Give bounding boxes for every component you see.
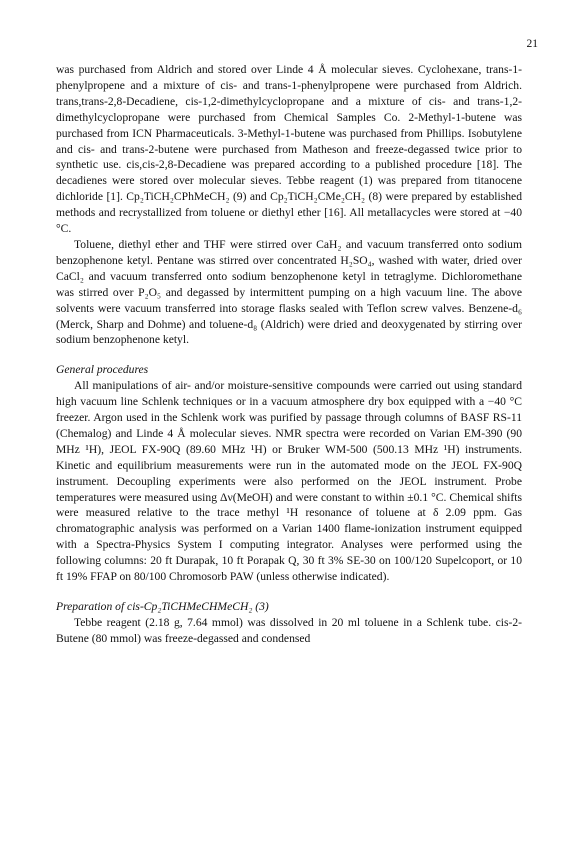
- general-procedures-heading: General procedures: [56, 363, 149, 377]
- materials-paragraph-1: was purchased from Aldrich and stored over Linde 4 Å molecular sieves. Cyclohexane, trans-1-phenylpropene and a mixture of cis- and trans-1-phenylpropene were purchased from Aldrich. trans,trans-2,8-Decadiene, cis-1,2-dimethylcyclopropane and a mixture of cis- and trans-1,2-dimethylcyclopropane were purchased from Chemical Samples Co. 2-Methyl-1-butene was purchased from ICN Pharmaceuticals. 3-Methyl-1-butene was purchased from Phillips. Isobutylene and cis- and trans-2-butene were purchased from Matheson and freeze-degassed twice prior to synthetic use. cis,cis-2,8-Decadiene was prepared according to a published procedure [18]. The decadienes were stored over molecular sieves. Tebbe reagent (1) was prepared from titanocene dichloride [1]. Cp₂TiCH₂CPhMeCH₂ (9) and Cp₂TiCH₂CMe₂CH₂ (8) were prepared by established methods and recrystallized from toluene or diethyl ether [16]. All metallacycles were stored at −40 °C.: [56, 63, 522, 236]
- materials-paragraph-2: Toluene, diethyl ether and THF were stirred over CaH₂ and vacuum transferred onto sodium benzophenone ketyl. Pentane was stirred over concentrated H₂SO₄, washed with water, dried over CaCl₂ and vacuum transferred onto sodium benzophenone ketyl in tetraglyme. Dichloromethane was stirred over P₂O₅ and degassed by intermittent pumping on a high vacuum line. The above solvents were vacuum transferred into storage flasks sealed with Teflon screw valves. Benzene-d₆ (Merck, Sharp and Dohme) and toluene-d₈ (Aldrich) were dried and deoxygenated by stirring over sodium benzophenone ketyl.: [56, 237, 522, 347]
- article-body: [56, 62, 522, 647]
- section-spacer: [56, 585, 522, 599]
- preparation-heading: Preparation of cis-Cp₂TiCHMeCHMeCH₂ (3): [56, 600, 269, 613]
- general-procedures-paragraph: All manipulations of air- and/or moisture-sensitive compounds were carried out using standard high vacuum line Schlenk techniques or in a vacuum atmosphere dry box equipped with a −40 °C freezer. Argon used in the Schlenk work was purified by passage through columns of BASF RS-11 (Chemalog) and Linde 4 Å molecular sieves. NMR spectra were recorded on Varian EM-390 (90 MHz ¹H), JEOL FX-90Q (89.60 MHz ¹H) or Bruker WM-500 (500.13 MHz ¹H) instruments. Kinetic and equilibrium measurements were run in the automated mode on the JEOL FX-90Q instrument. Decoupling experiments were also performed on the JEOL instrument. Probe temperatures were measured using Δν(MeOH) and were constant to within ±0.1 °C. Chemical shifts were measured relative to the trace methyl ¹H resonance of toluene at δ 2.09 ppm. Gas chromatographic analysis was performed on a Varian 1400 flame-ionization instrument equipped with a Spectra-Physics System I computing integrator. Analyses were performed using the following columns: 20 ft Durapak, 10 ft Porapak Q, 30 ft 3% SE-30 on 100/120 Supelcoport, or 10 ft 19% FFAP on 80/100 Chromosorb PAW (unless otherwise indicated).: [56, 379, 522, 584]
- preparation-paragraph: Tebbe reagent (2.18 g, 7.64 mmol) was dissolved in 20 ml toluene in a Schlenk tube. cis-2-Butene (80 mmol) was freeze-degassed and condensed: [56, 615, 522, 645]
- page-number: 21: [526, 38, 538, 50]
- section-spacer: [56, 348, 522, 362]
